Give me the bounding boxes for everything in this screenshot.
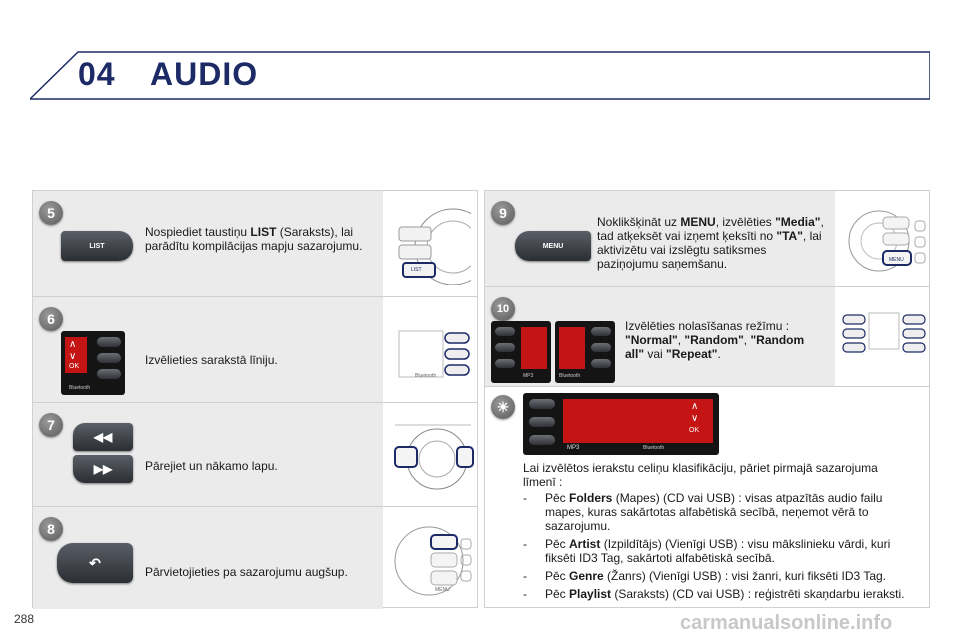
step-7-text: Pārejiet un nākamo lapu. — [145, 459, 278, 473]
list-console-thumbnail-label: LIST — [411, 267, 422, 273]
step-6-text: Izvēlieties sarakstā līniju. — [145, 353, 278, 367]
back-button-illustration: ↶ — [57, 543, 133, 583]
page-nav-console-thumbnail — [391, 417, 475, 497]
menu-thumbnail-label: MENU — [889, 257, 904, 263]
step-10-display-right: Bluetooth — [555, 321, 615, 383]
list-item: - Pēc Folders (Mapes) (CD vai USB) : visas atpazītās audio failu mapes, kuras sakārtotas alfabētiskā secībā, neņemot vērā to sazarojumu. — [523, 491, 883, 533]
tip-list — [523, 491, 919, 605]
chapter-number: 04 — [78, 56, 116, 92]
step-8-row — [33, 507, 477, 609]
tip-row — [485, 387, 929, 609]
list-item: - Pēc Playlist (Saraksts) (CD vai USB) : reģistrēti skaņdarbu ieraksti. — [523, 587, 905, 601]
step-5-badge: 5 — [39, 201, 63, 225]
previous-page-button-illustration: ◀◀ — [73, 423, 133, 451]
tip-display-illustration: ∧ ∨ OK MP3 Bluetooth — [523, 393, 719, 455]
back-console-thumbnail — [389, 521, 475, 601]
step-6-display-illustration: ∧ ∨ OK Bluetooth — [61, 331, 125, 395]
next-page-button-illustration: ▶▶ — [73, 455, 133, 483]
page-number: 288 — [14, 612, 35, 626]
left-panel — [32, 190, 478, 608]
back-thumbnail-label: MENU — [435, 587, 450, 593]
step-10-badge: 10 — [491, 297, 515, 321]
step-5-row — [33, 191, 477, 297]
menu-button-illustration: MENU — [515, 231, 591, 261]
step-6-row — [33, 297, 477, 403]
list-item: - Pēc Genre (Žanrs) (Vienīgi USB) : visi žanri, kuri fiksēti ID3 Tag. — [523, 569, 887, 583]
step-10-text: Izvēlēties nolasīšanas režīmu : "Normal", "Random", "Random all" vai "Repeat". — [625, 319, 805, 361]
lightbulb-icon: ☀ — [491, 395, 515, 419]
watermark: carmanualsonline.info — [680, 612, 893, 634]
step-9-row — [485, 191, 929, 287]
chapter-header — [30, 44, 930, 104]
playback-mode-thumbnail — [839, 309, 929, 369]
tip-intro: Lai izvēlētos ierakstu celiņu klasifikāciju, pāriet pirmajā sazarojuma līmenī : — [523, 461, 878, 489]
menu-console-thumbnail — [843, 203, 927, 277]
list-button-illustration: LIST — [61, 231, 133, 261]
step-6-badge: 6 — [39, 307, 63, 331]
step-9-text: Noklikšķināt uz MENU, izvēlēties "Media", tad atķeksēt vai izņemt ķeksīti no "TA", lai aktivizētu vai izslēgtu satiksmes paziņojumu saņemšanu. — [597, 215, 824, 271]
step-10-row — [485, 287, 929, 387]
list-console-thumbnail — [393, 205, 471, 285]
step-9-badge: 9 — [491, 201, 515, 225]
display-thumbnail-label: Bluetooth — [415, 373, 437, 379]
step-5-text: Nospiediet taustiņu LIST (Saraksts), lai parādītu kompilācijas mapju sazarojumu. — [145, 225, 363, 253]
step-7-row — [33, 403, 477, 507]
step-10-display-left: MP3 — [491, 321, 551, 383]
step-8-badge: 8 — [39, 517, 63, 541]
chapter-title: AUDIO — [150, 56, 259, 92]
right-panel — [484, 190, 930, 608]
step-7-badge: 7 — [39, 413, 63, 437]
step-8-text: Pārvietojieties pa sazarojumu augšup. — [145, 565, 348, 579]
list-item: - Pēc Artist (Izpildītājs) (Vienīgi USB) : visu mākslinieku vārdi, kuri fiksēti ID3 Tag, sakārtoti alfabētiskā secībā. — [523, 537, 891, 565]
